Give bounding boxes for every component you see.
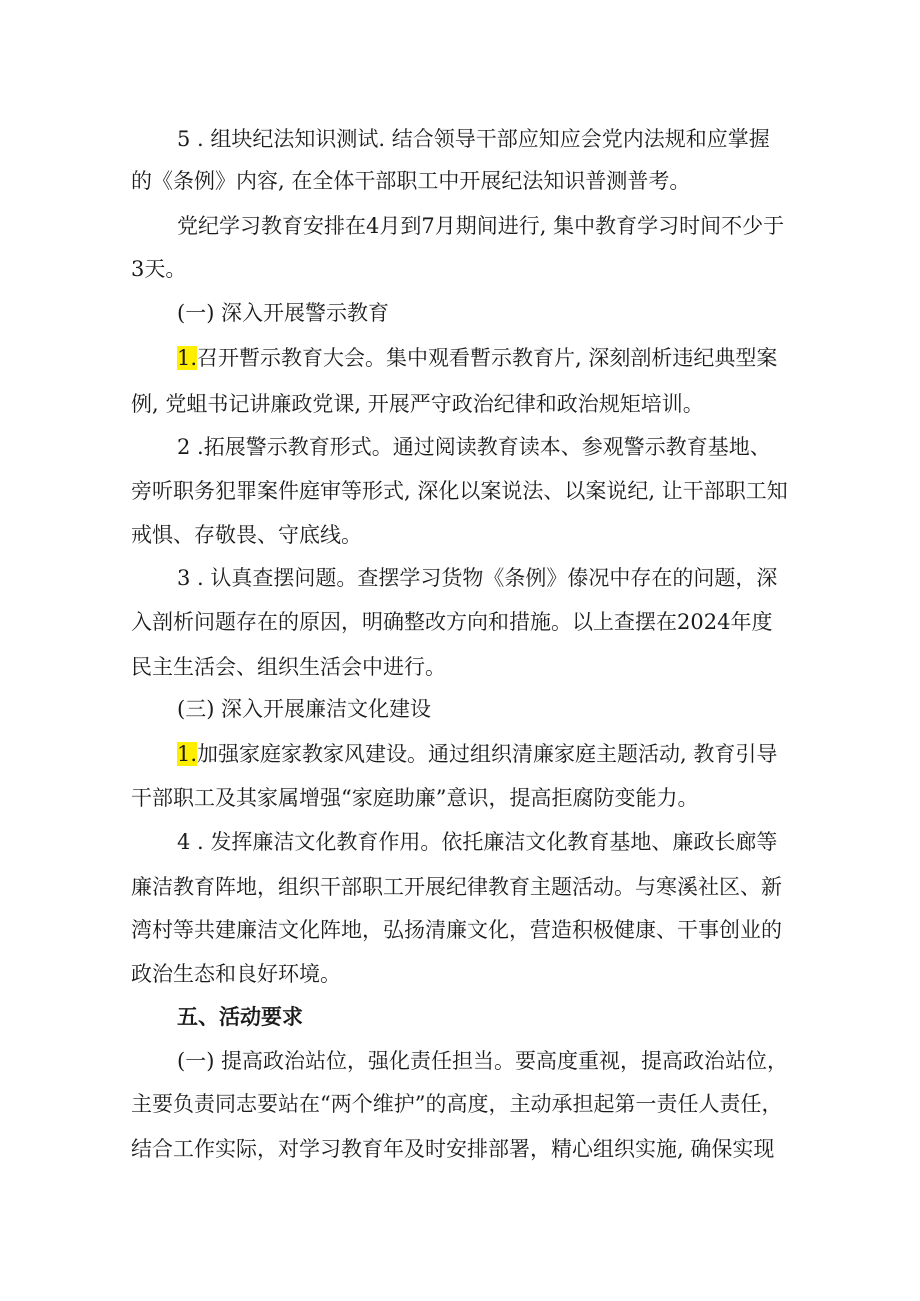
paragraph-line: 4 . 发挥廉洁文化教育作用。依托廉洁文化教育基地、廉政长廊等 — [177, 830, 778, 854]
paragraph-line: 干部职工及其家属增强“家庭助廉”意识，提高拒腐防变能力。 — [131, 786, 699, 810]
chapter-heading: 五、活动要求 — [177, 1004, 303, 1029]
paragraph-line: (一) 提高政治站位，强化责任担当。要高度重视，提高政治站位， — [177, 1049, 789, 1073]
paragraph-line: 的《条例》内容, 在全体干部职工中开展纪法知识普测普考。 — [131, 169, 691, 193]
paragraph-line: 旁听职务犯罪案件庭审等形式, 深化以案说法、以案说纪, 让干部职工知 — [131, 479, 788, 503]
paragraph-line: 2 .拓展警示教育形式。通过阅读教育读本、参观警示教育基地、 — [177, 435, 771, 459]
paragraph-line: 民主生活会、组织生活会中进行。 — [131, 655, 446, 679]
highlight-mark: 1. — [177, 742, 198, 766]
paragraph-line: 入剖析问题存在的原因，明确整改方向和措施。以上查摆在2024年度 — [131, 610, 773, 634]
paragraph-line: 例, 党蛆书记讲廉政党课, 开展严守政治纪律和政治规矩培训。 — [131, 392, 704, 416]
paragraph-line: 3 . 认真查摆问题。查摆学习货物《条例》傣况中存在的问题，深 — [177, 566, 778, 590]
paragraph-line: 政治生态和良好环境。 — [131, 962, 341, 986]
paragraph-line: 党纪学习教育安排在4月到7月期间进行, 集中教育学习时间不少于 — [177, 214, 785, 238]
paragraph-line: 3天。 — [131, 257, 187, 281]
paragraph-line: 戒惧、存敬畏、守底线。 — [131, 523, 362, 547]
paragraph-line: 廉洁教育阵地，组织干部职工开展纪律教育主题活动。与寒溪社区、新 — [131, 875, 782, 899]
section-heading: (一) 深入开展警示教育 — [177, 301, 390, 325]
paragraph-line: 结合工作实际，对学习教育年及时安排部署，精心组织实施, 确保实现 — [131, 1137, 775, 1161]
paragraph-line: 湾村等共建廉洁文化阵地，弘扬清廉文化，营造积极健康、干事创业的 — [131, 918, 782, 942]
paragraph-line: 主要负责同志要站在“两个维护”的高度，主动承担起第一责任人责任， — [131, 1092, 783, 1116]
paragraph-line: 1.加强家庭家教家风建设。通过组织清廉家庭主题活动, 教育引导 — [177, 742, 778, 766]
highlight-mark: 1. — [177, 346, 198, 370]
section-heading: (三) 深入开展廉洁文化建设 — [177, 697, 432, 721]
paragraph-line: 5 . 组块纪法知识测试. 结合领导干部应知应会党内法规和应掌握 — [177, 127, 770, 151]
paragraph-line: 1.召开暫示教育大会。集中观看暫示教育片, 深刻剖析违纪典型案 — [177, 346, 778, 370]
